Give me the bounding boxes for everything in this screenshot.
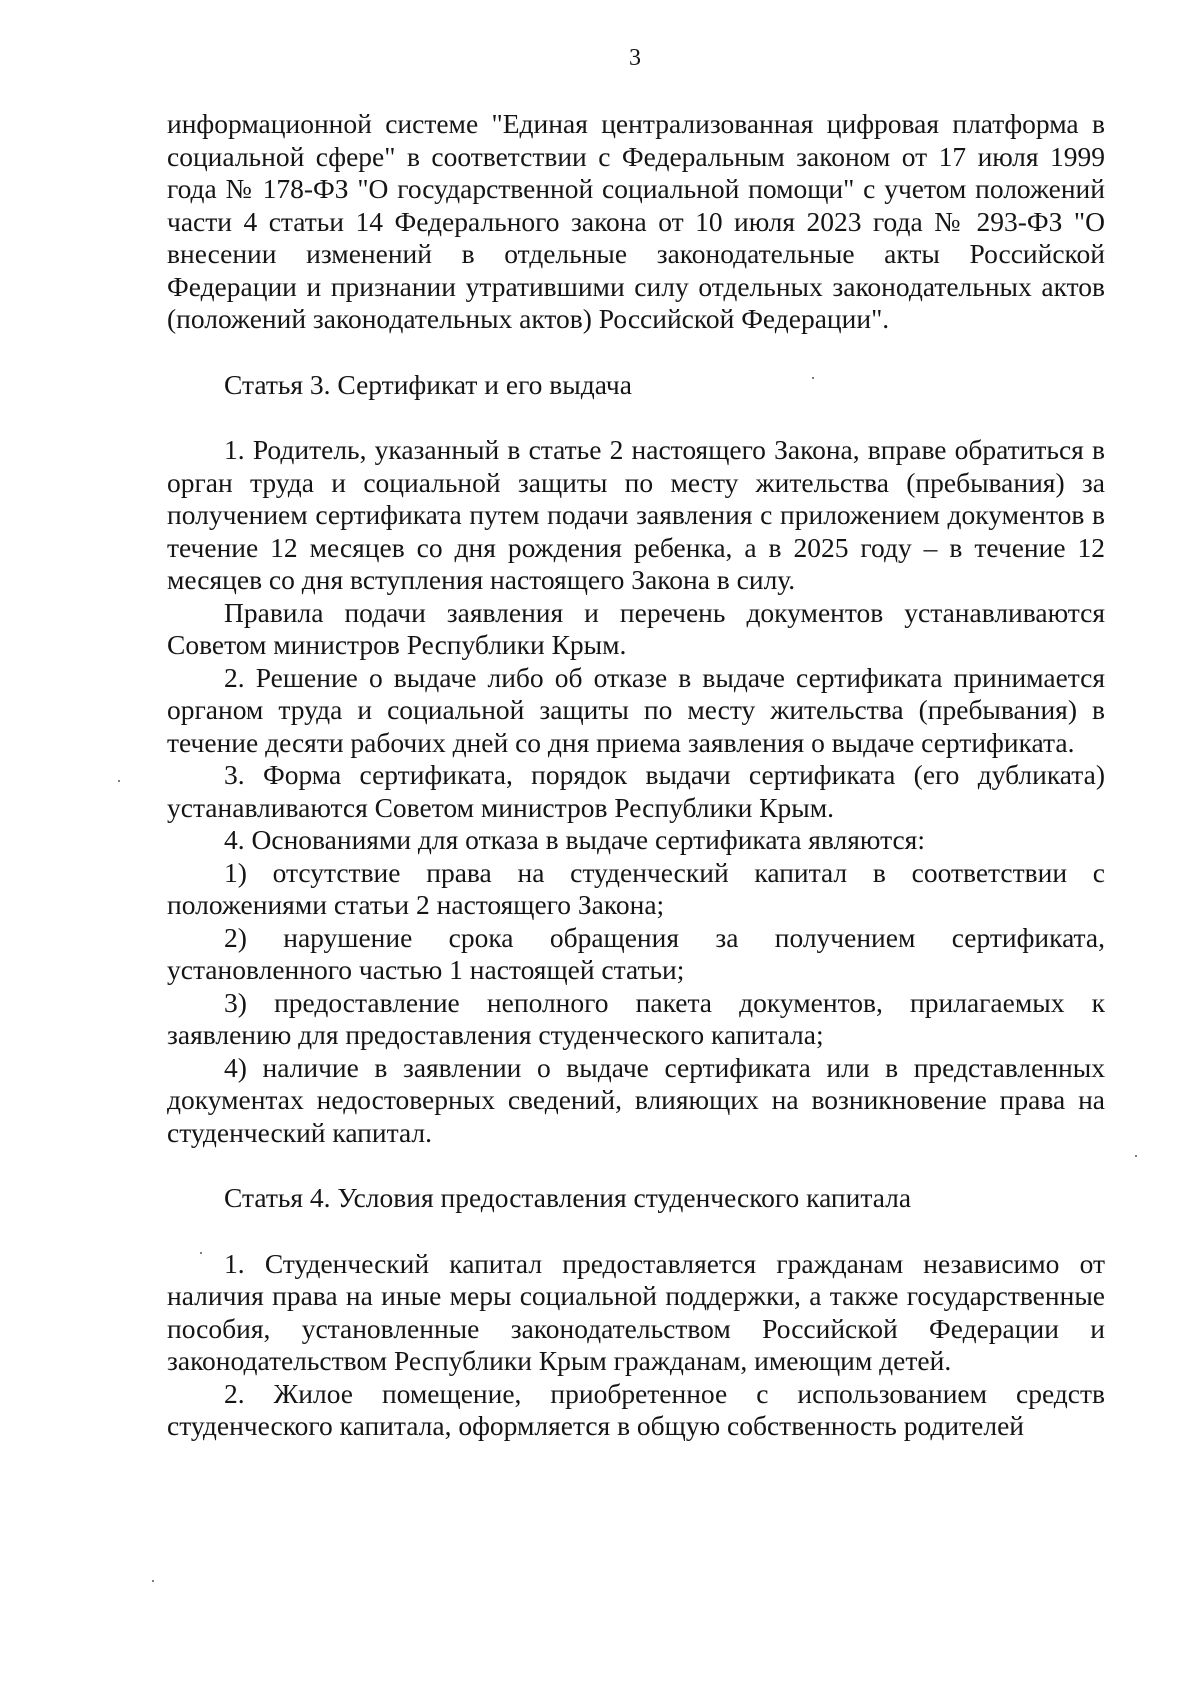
article-3-item-1: 1) отсутствие права на студенческий капитал в соответствии с положениями статьи 2 настоящего Закона; xyxy=(167,856,1105,920)
article-3-paragraph-1: 1. Родитель, указанный в статье 2 настоящего Закона, вправе обратиться в орган труда и социальной защиты по месту жительства (пребывания) за получением сертификата путем подачи заявления с приложением документов в течение 12 месяцев со дня рождения ребенка, а в 2025 году – в течение 12 месяцев со дня вступления настоящего Закона в силу. xyxy=(167,434,1105,595)
spacer xyxy=(167,336,1105,369)
article-3-item-2: 2) нарушение срока обращения за получением сертификата, установленного частью 1 настоящей статьи; xyxy=(167,921,1105,985)
article-3-item-4: 4) наличие в заявлении о выдаче сертификата или в представленных документах недостоверных сведений, влияющих на возникновение права на студенческий капитал. xyxy=(167,1051,1105,1148)
article-3-heading: Статья 3. Сертификат и его выдача xyxy=(224,368,632,400)
continuation-paragraph: информационной системе "Единая централизованная цифровая платформа в социальной сфере" в соответствии с Федеральным законом от 17 июля 1999 года № 178-ФЗ "О государственной социальной помощи" с учетом положений части 4 статьи 14 Федерального закона от 10 июля 2023 года № 293-ФЗ "О внесении изменений в отдельные законодательные акты Российской Федерации и признании утратившими силу отдельных законодательных актов (положений законодательных актов) Российской Федерации". xyxy=(167,108,1105,334)
article-3-item-3: 3) предоставление неполного пакета документов, прилагаемых к заявлению для предоставления студенческого капитала; xyxy=(167,986,1105,1050)
scan-speck xyxy=(152,1580,154,1582)
document-body xyxy=(167,108,1105,1443)
spacer xyxy=(167,401,1105,434)
scan-speck xyxy=(118,780,120,782)
scan-speck xyxy=(1135,1155,1137,1157)
spacer xyxy=(167,1215,1105,1248)
article-4-paragraph-1: 1. Студенческий капитал предоставляется гражданам независимо от наличия права на иные меры социальной поддержки, а также государственные пособия, установленные законодательством Российской Федерации и законодательством Республики Крым гражданам, имеющим детей. xyxy=(167,1247,1105,1376)
scan-speck xyxy=(812,377,814,379)
article-3-paragraph-2: Правила подачи заявления и перечень документов устанавливаются Советом министров Республики Крым. xyxy=(167,596,1105,660)
article-4-paragraph-2: 2. Жилое помещение, приобретенное с использованием средств студенческого капитала, оформляется в общую собственность родителей xyxy=(167,1377,1105,1441)
page-number: 3 xyxy=(629,45,641,71)
article-4-heading: Статья 4. Условия предоставления студенческого капитала xyxy=(224,1182,912,1213)
article-3-paragraph-4: 3. Форма сертификата, порядок выдачи сертификата (его дубликата) устанавливаются Советом министров Республики Крым. xyxy=(167,759,1105,823)
article-3-paragraph-5: 4. Основаниями для отказа в выдаче сертификата являются: xyxy=(224,824,925,855)
article-3-paragraph-3: 2. Решение о выдаче либо об отказе в выдаче сертификата принимается органом труда и социальной защиты по месту жительства (пребывания) в течение десяти рабочих дней со дня приема заявления о выдаче сертификата. xyxy=(167,661,1105,758)
spacer xyxy=(167,1149,1105,1182)
scan-speck xyxy=(200,1252,202,1254)
